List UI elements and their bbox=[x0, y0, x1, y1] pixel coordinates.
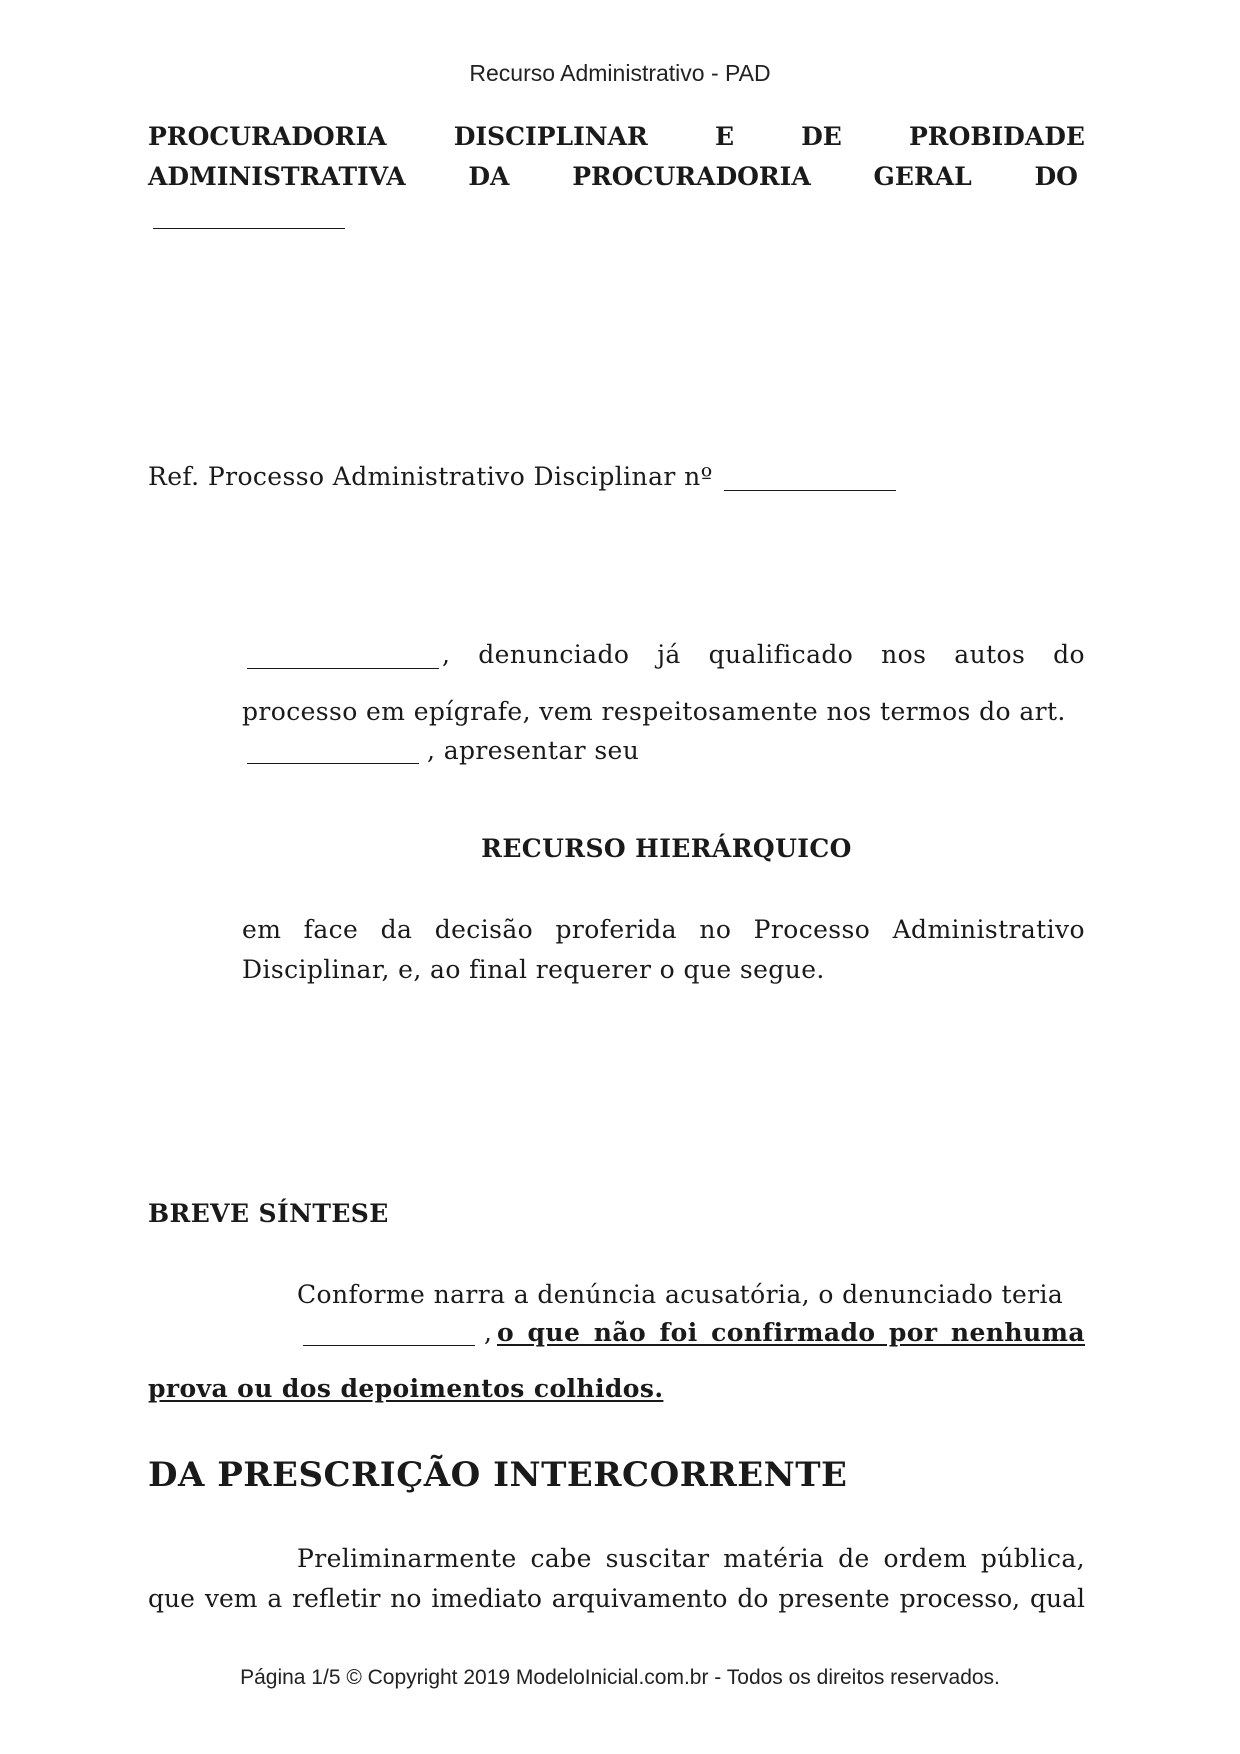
document-title: RECURSO HIERÁRQUICO bbox=[481, 834, 852, 863]
addressee-word: DISCIPLINAR bbox=[453, 122, 648, 151]
after-title-line-1: em face da decisão proferida no Processo Administrativo bbox=[242, 915, 1085, 944]
intro-name-blank bbox=[247, 668, 439, 669]
intro-line-3: , apresentar seu bbox=[427, 736, 640, 765]
addressee-line-2 bbox=[148, 162, 1078, 191]
addressee-word: GERAL bbox=[873, 162, 972, 191]
addressee-word: DA bbox=[468, 162, 510, 191]
section1-underlined-1: o que não foi confirmado por nenhuma bbox=[497, 1318, 1085, 1347]
reference-line bbox=[148, 462, 713, 491]
addressee-word: PROBIDADE bbox=[909, 122, 1085, 151]
intro-line-2: processo em epígrafe, vem respeitosamente nos termos do art. bbox=[242, 697, 1066, 726]
addressee-blank bbox=[153, 228, 345, 229]
reference-label: Ref. Processo Administrativo Disciplinar nº bbox=[148, 462, 713, 491]
addressee-word: PROCURADORIA bbox=[572, 162, 811, 191]
addressee-line-1 bbox=[148, 122, 1085, 151]
addressee-word: DO bbox=[1034, 162, 1078, 191]
page-footer: Página 1/5 © Copyright 2019 ModeloInicial.com.br - Todos os direitos reservados. bbox=[240, 1666, 1000, 1689]
section1-blank bbox=[303, 1345, 475, 1346]
addressee-word: ADMINISTRATIVA bbox=[148, 162, 406, 191]
reference-number-blank bbox=[724, 490, 896, 491]
section1-line-1: Conforme narra a denúncia acusatória, o denunciado teria bbox=[297, 1280, 1064, 1309]
section1-underlined-2: prova ou dos depoimentos colhidos. bbox=[148, 1374, 664, 1403]
section-heading-prescricao: DA PRESCRIÇÃO INTERCORRENTE bbox=[148, 1455, 848, 1495]
after-title-line-2: Disciplinar, e, ao final requerer o que segue. bbox=[242, 955, 825, 984]
section1-comma: , bbox=[484, 1318, 493, 1347]
intro-article-blank bbox=[247, 763, 419, 764]
addressee-word: PROCURADORIA bbox=[148, 122, 387, 151]
addressee-word: E bbox=[714, 122, 734, 151]
section-heading-breve-sintese: BREVE SÍNTESE bbox=[148, 1199, 389, 1228]
intro-line-1: , denunciado já qualificado nos autos do bbox=[442, 640, 1085, 669]
page-header: Recurso Administrativo - PAD bbox=[469, 60, 771, 86]
section2-line-2: que vem a refletir no imediato arquivamento do presente processo, qual bbox=[148, 1584, 1085, 1613]
addressee-word: DE bbox=[801, 122, 842, 151]
section2-line-1: Preliminarmente cabe suscitar matéria de ordem pública, bbox=[297, 1544, 1085, 1573]
